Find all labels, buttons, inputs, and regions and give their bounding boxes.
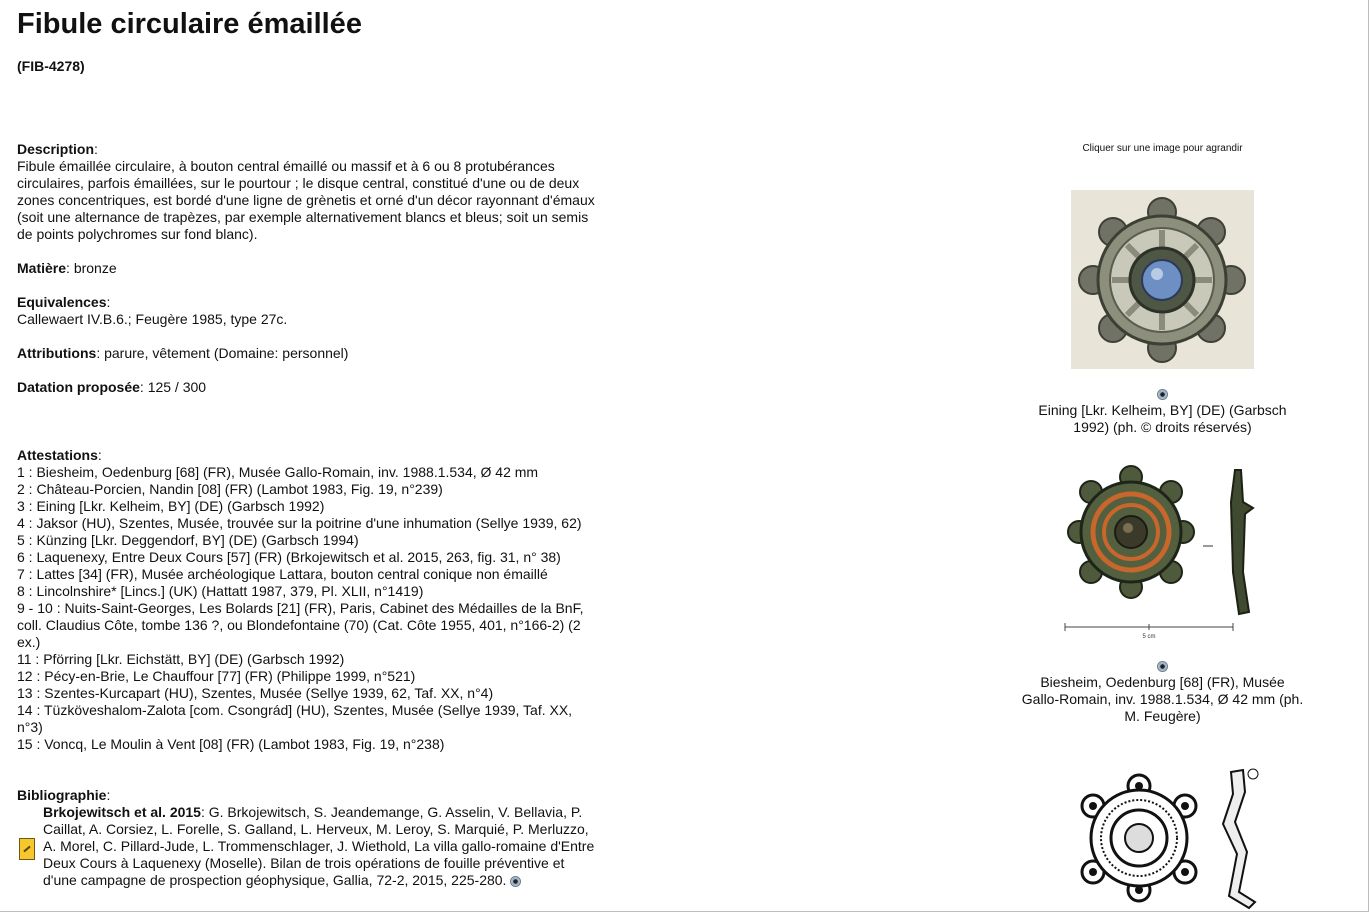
biblio-author: Brkojewitsch et al. 2015 (43, 804, 201, 820)
list-item: 1 : Biesheim, Oedenburg [68] (FR), Musée Gallo-Romain, inv. 1988.1.534, Ø 42 mm (17, 464, 539, 480)
brooch-image-2 (1063, 462, 1263, 642)
scale-label: 5 cm (1141, 634, 1156, 640)
list-item: 11 : Pförring [Lkr. Eichstätt, BY] (DE) (Garbsch 1992) (17, 651, 345, 667)
description-section: Description: Fibule émaillée circulaire, à bouton central émaillé ou massif et à 6 ou 8 protubérances circulaires, parfois émaillées, sur le pourtour ; le disque central, constitué d'une ou de deux zones concentriques, est bordé d'une ligne de grènetis et orné d'un décor rayonnant d'émaux (soit une alternance de trapèzes, par exemple alternativement blancs et bleus; soit un semis de points polychromes sur fond blanc). (17, 141, 597, 243)
view-icon[interactable] (510, 876, 521, 887)
view-icon[interactable] (1157, 661, 1168, 672)
image-hint: Cliquer sur une image pour agrandir (1082, 143, 1243, 154)
attestations-label: Attestations (17, 447, 98, 463)
datation-label: Datation proposée (17, 379, 140, 395)
list-item: 8 : Lincolnshire* [Lincs.] (UK) (Hattatt 1987, 379, Pl. XLII, n°1419) (17, 583, 424, 599)
attributions-section: Attributions: parure, vêtement (Domaine: personnel) (17, 345, 349, 361)
figure-2 (1020, 462, 1305, 725)
equivalences-section: Equivalences: Callewaert IV.B.6.; Feugère 1985, type 27c. (17, 294, 597, 328)
equivalences-value: Callewaert IV.B.6.; Feugère 1985, type 27c. (17, 311, 288, 327)
list-item: 13 : Szentes-Kurcapart (HU), Szentes, Musée (Sellye 1939, 62, Taf. XX, n°4) (17, 685, 494, 701)
attestations-section: Attestations: 1 : Biesheim, Oedenburg [68] (FR), Musée Gallo-Romain, inv. 1988.1.534, Ø 42 mm 2 : Château-Porcien, Nandin [08] (FR) (Lambot 1983, Fig. 19, n°239) 3 : Eining [Lkr. Kelheim, BY] (DE) (Garbsch 1992) 4 : Jaksor (HU), Szentes, Musée, trouvée sur la poitrine d'une inhumation (Sellye 1939, 62) 5 : Künzing [Lkr. Deggendorf, BY] (DE) (Garbsch 1994) 6 : Laquenexy, Entre Deux Cours [57] (FR) (Brkojewitsch et al. 2015, 263, fig. 31, n° 38) 7 : Lattes [34] (FR), Musée archéologique Lattara, bouton central conique non émaillé 8 : Lincolnshire* [Lincs.] (UK) (Hattatt 1987, 379, Pl. XLII, n°1419) 9 - 10 : Nuits-Saint-Georges, Les Bolards [21] (FR), Paris, Cabinet des Médailles de la BnF, coll. Claudius Côte, tombe 136 ?, ou Blondefontaine (70) (Cat. Côte 1955, 401, n°166-2) (2 ex.) 11 : Pförring [Lkr. Eichstätt, BY] (DE) (Garbsch 1992) 12 : Pécy-en-Brie, Le Chauffour [77] (FR) (Philippe 1999, n°521) 13 : Szentes-Kurcapart (HU), Szentes, Musée (Sellye 1939, 62, Taf. XX, n°4) 14 : Tüzköveshalom-Zalota [com. Csongrád] (HU), Szentes, Musée (Sellye 1939, Taf. XX, n°3) 15 : Voncq, Le Moulin à Vent [08] (FR) (Lambot 1983, Fig. 19, n°238) (17, 447, 597, 753)
page-title: Fibule circulaire émaillée (17, 8, 362, 40)
description-label: Description (17, 141, 95, 157)
list-item: 15 : Voncq, Le Moulin à Vent [08] (FR) (Lambot 1983, Fig. 19, n°238) (17, 736, 445, 752)
attestations-list (17, 464, 597, 753)
datation-section: Datation proposée: 125 / 300 (17, 379, 207, 395)
figure-3 (1020, 762, 1305, 912)
brooch-image-3 (1063, 762, 1263, 912)
figure-1 (1020, 190, 1305, 436)
list-item: 3 : Eining [Lkr. Kelheim, BY] (DE) (Garbsch 1992) (17, 498, 325, 514)
equivalences-label: Equivalences (17, 294, 107, 310)
biblio-entry (17, 804, 599, 889)
list-item: 2 : Château-Porcien, Nandin [08] (FR) (Lambot 1983, Fig. 19, n°239) (17, 481, 443, 497)
view-icon[interactable] (1157, 389, 1168, 400)
list-item: 6 : Laquenexy, Entre Deux Cours [57] (FR) (Brkojewitsch et al. 2015, 263, fig. 31, n° 38) (17, 549, 561, 565)
attributions-value: parure, vêtement (Domaine: personnel) (104, 345, 349, 361)
list-item: 14 : Tüzköveshalom-Zalota [com. Csongrád] (HU), Szentes, Musée (Sellye 1939, Taf. XX, n°3) (17, 702, 573, 735)
brooch-photo-2[interactable] (1063, 462, 1263, 642)
figure-1-caption: Eining [Lkr. Kelheim, BY] (DE) (Garbsch 1992) (ph. © droits réservés) (1038, 402, 1287, 435)
figure-2-caption: Biesheim, Oedenburg [68] (FR), Musée Gallo-Romain, inv. 1988.1.534, Ø 42 mm (ph. M. Feugère) (1021, 674, 1304, 724)
bibliographie-label: Bibliographie (17, 787, 107, 803)
matiere-section: Matière: bronze (17, 260, 117, 276)
list-item: 4 : Jaksor (HU), Szentes, Musée, trouvée sur la poitrine d'une inhumation (Sellye 1939, 62) (17, 515, 582, 531)
brooch-drawing-3[interactable] (1063, 762, 1263, 912)
brooch-image-1 (1071, 190, 1254, 369)
datation-value: 125 / 300 (147, 379, 207, 395)
list-item: 9 - 10 : Nuits-Saint-Georges, Les Bolards [21] (FR), Paris, Cabinet des Médailles de la BnF, coll. Claudius Côte, tombe 136 ?, ou Blondefontaine (70) (Cat. Côte 1955, 401, n°166-2) (2 ex.) (17, 600, 584, 650)
matiere-label: Matière (17, 260, 67, 276)
attributions-label: Attributions (17, 345, 97, 361)
list-item: 12 : Pécy-en-Brie, Le Chauffour [77] (FR) (Philippe 1999, n°521) (17, 668, 416, 684)
matiere-value: bronze (73, 260, 117, 276)
brooch-photo-1[interactable] (1071, 190, 1254, 369)
object-code: (FIB-4278) (17, 58, 85, 74)
bibliographie-section: Bibliographie: Brkojewitsch et al. 2015: G. Brkojewitsch, S. Jeandemange, G. Asselin, V. Bellavia, P. Caillat, A. Corsiez, L. Forelle, S. Galland, L. Herveux, M. Leroy, S. Marquié, P. Merluzzo, A. Morel, C. Pillard-Jude, L. Trommenschlager, J. Wiethold, La villa gallo-romaine d'Entre Deux Cours à Laquenexy (Moselle). Bilan de trois opérations de fouille préventive et d'une campagne de prospection géophysique, Gallia, 72-2, 2015, 225-280. (17, 787, 597, 889)
document-icon[interactable] (19, 838, 35, 860)
description-text: Fibule émaillée circulaire, à bouton central émaillé ou massif et à 6 ou 8 protubérances circulaires, parfois émaillées, sur le pourtour ; le disque central, constitué d'une ou de deux zones concentriques, est bordé d'une ligne de grènetis et orné d'un décor rayonnant d'émaux (soit une alternance de trapèzes, par exemple alternativement blancs et bleus; soit un semis de points polychromes sur fond blanc). (17, 158, 595, 242)
biblio-text: : G. Brkojewitsch, S. Jeandemange, G. Asselin, V. Bellavia, P. Caillat, A. Corsiez, L. Forelle, S. Galland, L. Herveux, M. Leroy, S. Marquié, P. Merluzzo, A. Morel, C. Pillard-Jude, L. Trommenschlager, J. Wiethold, La villa gallo-romaine d'Entre Deux Cours à Laquenexy (Moselle). Bilan de trois opérations de fouille préventive et d'une campagne de prospection géophysique, Gallia, 72-2, 2015, 225-280. (43, 804, 595, 888)
list-item: 7 : Lattes [34] (FR), Musée archéologique Lattara, bouton central conique non émaillé (17, 566, 548, 582)
list-item: 5 : Künzing [Lkr. Deggendorf, BY] (DE) (Garbsch 1994) (17, 532, 359, 548)
